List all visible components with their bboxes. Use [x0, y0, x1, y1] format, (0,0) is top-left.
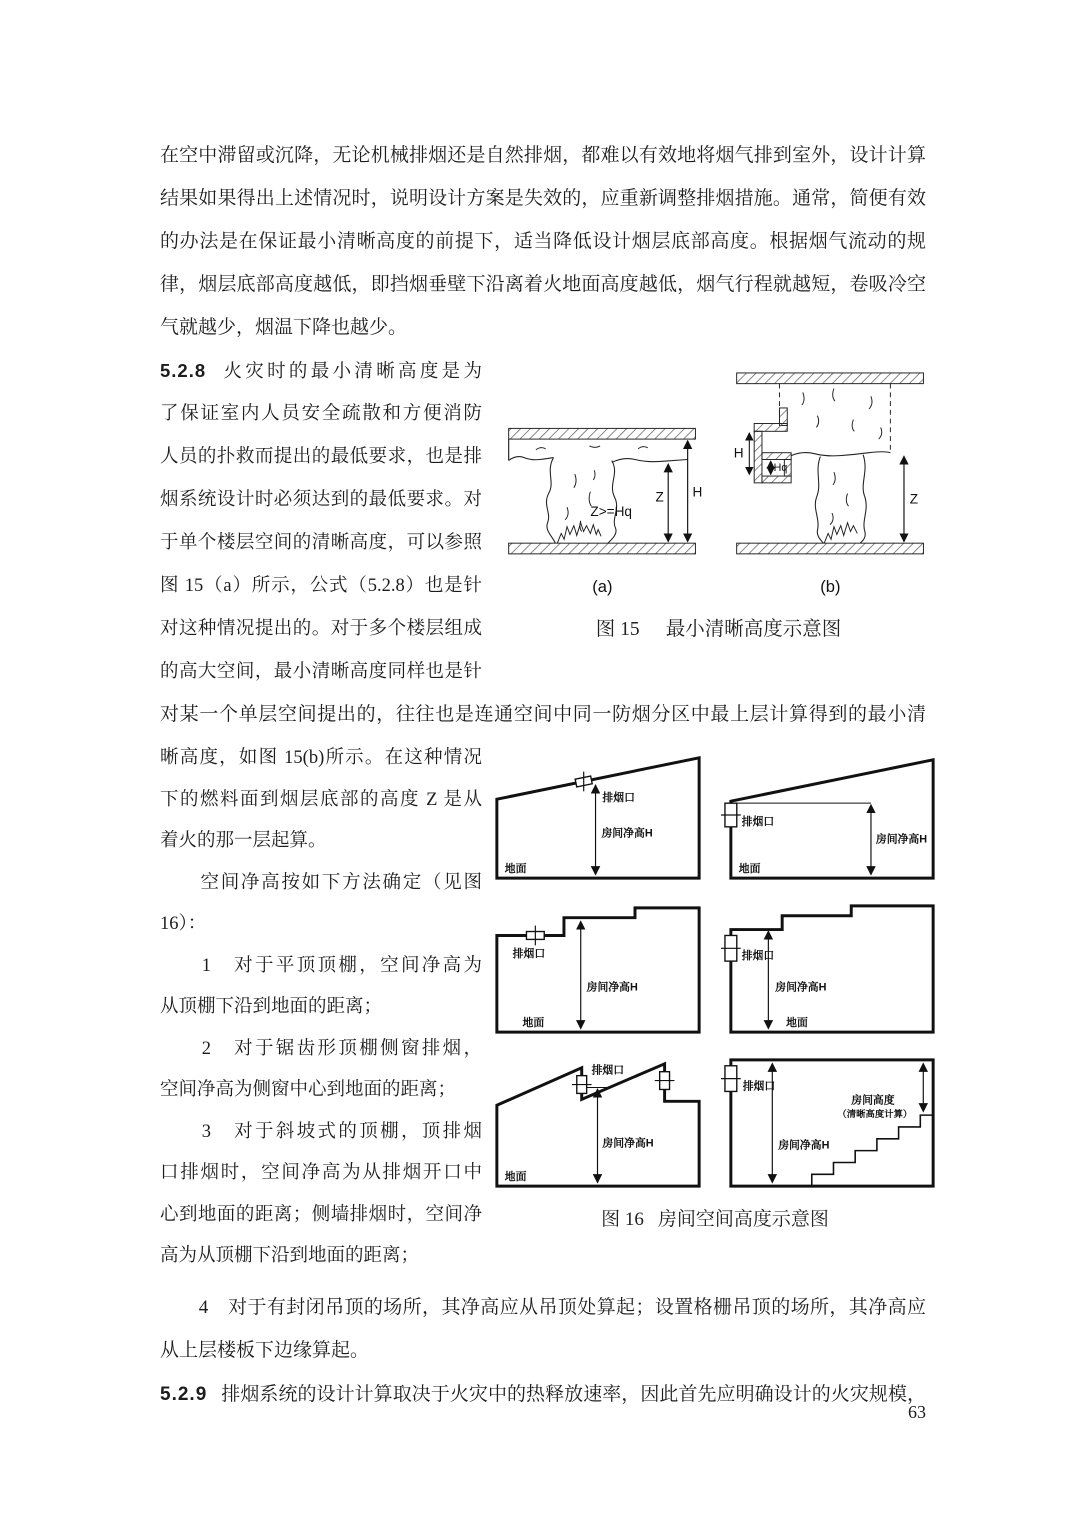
ground-label: 地面	[738, 863, 761, 876]
room-height-label: 房间高度	[851, 1094, 895, 1107]
figure16-panel-6	[721, 1050, 943, 1198]
balcony-wall	[779, 408, 787, 426]
vent-label: 排烟口	[602, 792, 635, 805]
page-number: 63	[908, 1402, 926, 1422]
floor-slab	[509, 543, 696, 554]
body-text-line: 在空中滞留或沉降，无论机械排烟还是自然排烟，都难以有效地将烟气排到室外，设计计算	[160, 145, 926, 166]
body-text-line: 气就越少，烟温下降也越少。	[160, 317, 408, 338]
smoke-plume-right-edge	[860, 455, 866, 544]
ground-label: 地面	[504, 863, 527, 876]
net-height-label: 房间净高H	[586, 981, 638, 994]
figure16-panel-5	[487, 1050, 709, 1198]
net-height-label: 房间净高H	[775, 981, 827, 994]
ceiling-slab	[737, 373, 924, 384]
figure16-caption-text: 房间空间高度示意图	[657, 1209, 829, 1230]
list-item-line: 3 对于斜坡式的顶棚，顶排烟	[160, 1122, 482, 1142]
h-label: H	[692, 484, 703, 500]
figure15-panel-b	[725, 352, 939, 604]
section-number: 5.2.9	[160, 1384, 208, 1405]
figure15-caption	[497, 613, 940, 641]
figure16-panel-2	[721, 742, 943, 890]
ceiling-slab	[509, 428, 696, 439]
net-height-label: 房间净高H	[601, 827, 653, 840]
list-item-line: 心到地面的距离；侧墙排烟时，空间净	[160, 1205, 482, 1225]
figure15-panel-a	[497, 352, 711, 604]
body-text-line: 结果如果得出上述情况时，说明设计方案是失效的，应重新调整排烟措施。通常，简便有效	[160, 188, 926, 209]
body-text-line: 于单个楼层空间的清晰高度，可以参照	[160, 533, 482, 553]
body-text-line: 对某一个单层空间提出的，往往也是连通空间中同一防烟分区中最上层计算得到的最小清	[160, 704, 926, 725]
section-529-heading-line	[160, 1380, 926, 1410]
section-528-heading-line	[160, 356, 482, 387]
section-lead-text: 火灾时的最小清晰高度是为	[220, 362, 482, 382]
figure16-caption	[487, 1204, 943, 1231]
floor-slab	[737, 543, 924, 554]
body-text-line: 烟系统设计时必须达到的最低要求。对	[160, 490, 482, 510]
figure15-caption-number: 图 15	[595, 619, 640, 640]
list-item-line: 空间净高为侧窗中心到地面的距离；	[160, 1080, 457, 1100]
fire-flames	[824, 523, 857, 543]
list-item-line: 高为从顶棚下沿到地面的距离；	[160, 1246, 420, 1266]
ground-label: 地面	[786, 1017, 808, 1030]
hq-label: Hq	[773, 462, 788, 475]
panel-b-label: (b)	[820, 576, 841, 596]
vent-label: 排烟口	[741, 950, 775, 963]
body-text-line: 的办法是在保证最小清晰高度的前提下，适当降低设计烟层底部高度。根据烟气流动的规	[160, 231, 926, 252]
list-item-line: 4 对于有封闭吊顶的场所，其净高应从吊顶处算起；设置格栅吊顶的场所，其净高应	[160, 1297, 926, 1318]
body-text-line: 图 15（a）所示，公式（5.2.8）也是针	[160, 576, 482, 596]
body-text-line: 16）：	[160, 914, 207, 934]
vent-label: 排烟口	[512, 948, 546, 961]
net-height-label: 房间净高H	[875, 833, 928, 846]
net-height-label: 房间净高H	[602, 1137, 654, 1150]
panel-a-label: (a)	[592, 576, 613, 596]
ground-label: 地面	[522, 1017, 545, 1030]
list-item-line: 从顶棚下沿到地面的距离；	[160, 997, 383, 1017]
body-text-line: 着火的那一层起算。	[160, 831, 327, 851]
vent-label: 排烟口	[591, 1064, 625, 1077]
body-text-line: 对这种情况提出的。对于多个楼层组成	[160, 619, 482, 639]
body-text-line: 的高大空间，最小清晰高度同样也是针	[160, 662, 482, 682]
balcony-wall	[754, 431, 762, 483]
body-text-line: 晰高度，如图 15(b)所示。在这种情况	[160, 748, 482, 768]
figure16-panel-1	[487, 742, 709, 890]
smoke-plume-left-edge	[815, 457, 823, 544]
figure15-caption-text: 最小清晰高度示意图	[665, 619, 842, 640]
body-text-line: 下的燃料面到烟层底部的高度 Z 是从	[160, 790, 482, 810]
section-lead-text: 排烟系统的设计计算取决于火灾中的热释放速率，因此首先应明确设计的火灾规模，	[221, 1384, 926, 1405]
balcony-bottom	[762, 476, 791, 483]
formula-label: Z>=Hq	[590, 503, 632, 519]
body-text-line: 人员的扑救而提出的最低要求，也是排	[160, 447, 482, 467]
figure-15	[497, 352, 940, 641]
net-height-label: 房间净高H	[778, 1139, 830, 1152]
figure16-panel-4	[721, 896, 943, 1044]
body-text-line: 空间净高按如下方法确定（见图	[160, 873, 482, 893]
fire-flames	[557, 523, 601, 543]
figure-16	[487, 742, 943, 1231]
smoke-plume-left-edge	[546, 458, 555, 544]
z-label: Z	[655, 489, 664, 505]
list-item-line: 从上层楼板下边缘算起。	[160, 1340, 370, 1361]
list-item-line: 2 对于锯齿形顶棚侧窗排烟，	[160, 1039, 482, 1059]
body-text-line: 律，烟层底部高度越低，即挡烟垂壁下沿离着火地面高度越低，烟气行程就越短，卷吸冷空	[160, 274, 926, 295]
body-text-line: 了保证室内人员安全疏散和方便消防	[160, 404, 482, 424]
section-number: 5.2.8	[160, 360, 207, 381]
staircase	[812, 1115, 933, 1186]
h-label: H	[733, 445, 744, 461]
vent-label: 排烟口	[742, 1080, 776, 1093]
ground-label: 地面	[504, 1171, 527, 1184]
balcony-shelf	[762, 453, 791, 460]
figure16-caption-number: 图 16	[601, 1209, 644, 1230]
list-item-line: 1 对于平顶顶棚，空间净高为	[160, 956, 482, 976]
z-label: Z	[909, 491, 919, 507]
room-height-note: （清晰高度计算）	[837, 1109, 913, 1120]
balcony-slab	[754, 424, 787, 432]
list-item-line: 口排烟时，空间净高为从排烟开口中	[160, 1163, 482, 1183]
vent-label: 排烟口	[741, 815, 775, 828]
figure16-panel-3	[487, 896, 709, 1044]
smoke-plume-right-edge	[608, 460, 617, 543]
